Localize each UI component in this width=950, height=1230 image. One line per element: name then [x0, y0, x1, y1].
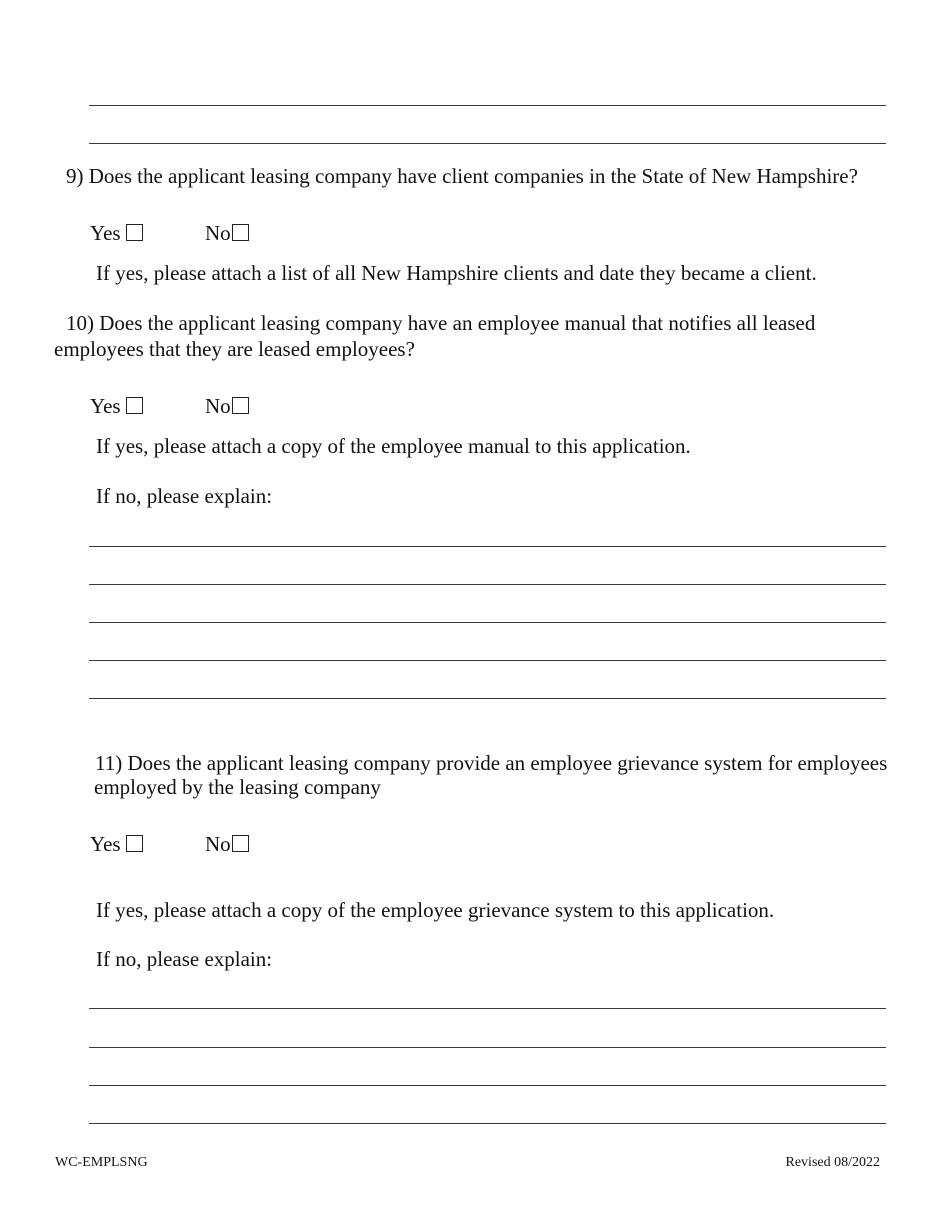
answer-line-prev-1[interactable]: [89, 105, 886, 106]
question-11-yes-checkbox[interactable]: [126, 835, 143, 852]
question-10-text-line1: 10) Does the applicant leasing company have an employee manual that notifies all leased: [66, 311, 816, 335]
question-11-if-yes-text: If yes, please attach a copy of the employee grievance system to this application.: [96, 898, 775, 922]
question-11-explain-line-4[interactable]: [89, 1123, 886, 1124]
answer-line-prev-2[interactable]: [89, 143, 886, 144]
question-10-yes-label: Yes: [90, 394, 121, 418]
footer-form-id: WC-EMPLSNG: [55, 1155, 148, 1170]
question-11-explain-line-1[interactable]: [89, 1008, 886, 1009]
question-11-text-line2: employed by the leasing company: [94, 775, 381, 799]
question-11-no-checkbox[interactable]: [232, 835, 249, 852]
question-11-no-option: [205, 832, 249, 856]
question-9-no-checkbox[interactable]: [232, 224, 249, 241]
question-10-yes-option: [90, 394, 143, 418]
question-10-text-line2: employees that they are leased employees?: [54, 337, 415, 361]
question-10-explain-line-2[interactable]: [89, 584, 886, 585]
question-10-explain-line-1[interactable]: [89, 546, 886, 547]
question-9-yes-checkbox[interactable]: [126, 224, 143, 241]
question-11-yes-label: Yes: [90, 832, 121, 856]
question-11-text-line1: 11) Does the applicant leasing company provide an employee grievance system for employees: [95, 751, 888, 775]
question-9-text: 9) Does the applicant leasing company have client companies in the State of New Hampshire?: [66, 164, 858, 188]
question-10-no-option: [205, 394, 249, 418]
question-10-explain-line-3[interactable]: [89, 622, 886, 623]
question-9-if-yes-text: If yes, please attach a list of all New Hampshire clients and date they became a client.: [96, 261, 817, 285]
question-11-explain-line-3[interactable]: [89, 1085, 886, 1086]
question-9-no-label: No: [205, 221, 231, 245]
question-9-yes-label: Yes: [90, 221, 121, 245]
question-10-explain-line-4[interactable]: [89, 660, 886, 661]
footer-revised-date: Revised 08/2022: [785, 1155, 880, 1170]
question-10-no-label: No: [205, 394, 231, 418]
question-11-if-no-text: If no, please explain:: [96, 947, 273, 971]
question-10-if-yes-text: If yes, please attach a copy of the employee manual to this application.: [96, 434, 691, 458]
question-10-explain-line-5[interactable]: [89, 698, 886, 699]
question-10-no-checkbox[interactable]: [232, 397, 249, 414]
question-11-no-label: No: [205, 832, 231, 856]
question-11-explain-line-2[interactable]: [89, 1047, 886, 1048]
question-11-yes-option: [90, 832, 143, 856]
question-9-no-option: [205, 221, 249, 245]
question-10-if-no-text: If no, please explain:: [96, 484, 273, 508]
question-9-yes-option: [90, 221, 143, 245]
question-10-yes-checkbox[interactable]: [126, 397, 143, 414]
